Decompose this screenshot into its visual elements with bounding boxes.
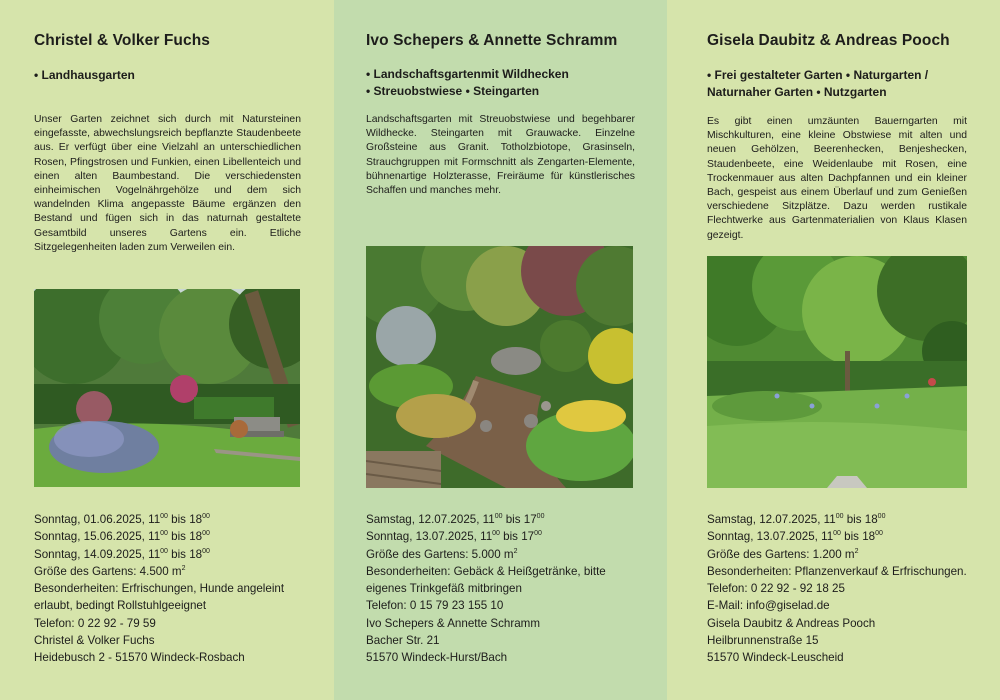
garden-description: Landschaftsgarten mit Streuobstwiese und begehbarer Wildhecke. Steingarten mit Grauwacke. Einzelne Großsteine aus Granit. Totholzbiotope, Grasinseln, Strauchgruppen mit Formschnitt als Zengarten-Elemente, bühnenartige Holzterasse, Freiräume für künstlerisches Schaffen und manches mehr. [366,114,635,197]
owner-line: Gisela Daubitz & Andreas Pooch [707,616,876,630]
garden-type: • Landschaftsgartenmit Wildhecken [366,67,569,81]
detail-line: eigenes Trinkgefäß mitbringen [366,582,522,596]
detail-line: Besonderheiten: Gebäck & Heißgetränke, bitte [366,564,606,578]
garden-column-schepers [334,0,667,700]
garden-size: Größe des Gartens: 4.500 $m^2$ [34,564,186,578]
visit-info [34,511,284,667]
garden-type: Naturnaher Garten • Nutzgarten [707,85,887,99]
garden-column-daubitz [667,0,1000,700]
owner-line: Ivo Schepers & Annette Schramm [366,616,540,630]
garden-type: • Streuobstwiese • Steingarten [366,84,540,98]
address-line: Heidebusch 2 - 51570 Windeck-Rosbach [34,651,245,665]
email-line: E-Mail: info@giselad.de [707,599,830,613]
garden-type-list [707,67,928,101]
garden-description: Es gibt einen umzäunten Bauerngarten mit Mischkulturen, eine kleine Obstwiese mit alten und neuen Gehölzen, Beerenhecken, Benjeshecken, Staudenbeete, eine Weidenlaube mit Rosen, eine Trockenmauer aus alten Dachpfannen und ein kleiner Bach, gespeist aus einem Überlauf und zum Genießen verschiedene Sitzplätze. Dazu werden rustikale Flechtwerke aus Gartenmaterialien von Klaus Klasen gezeigt. [707,116,967,241]
garden-column-fuchs [0,0,334,700]
garden-description: Unser Garten zeichnet sich durch mit Natursteinen eingefasste, abwechslungsreich bepflanzte Staudenbeete aus. Er verfügt über eine Vielzahl an unterschiedlichen Rosen, Pfingstrosen und Funkien, einen Libellenteich und einen alten Baumbestand. Die verschiedensten einheimischen Vogelnährgehölze und dem sich wandelnden Klima angepasste Bäume ergänzen den Bestand und fügen sich in das naturnah gestaltete Gesamtbild unseres Gartens ein. Etliche Sitzgelegenheiten laden zum Verweilen ein. [34,114,301,253]
garden-owner-name: Christel & Volker Fuchs [34,32,211,49]
garden-type-list [366,66,569,100]
garden-type-list [34,67,135,84]
address-line: Heilbrunnenstraße 15 [707,634,819,648]
garden-size: Größe des Gartens: 5.000 $m^2$ [366,547,518,561]
detail-line: erlaubt, bedingt Rollstuhlgeeignet [34,599,207,613]
garden-photo-landhausgarten [34,289,300,487]
garden-photo-naturgarten [707,256,967,488]
garden-type: • Frei gestalteter Garten • Naturgarten / [707,68,929,82]
address-line: Bacher Str. 21 [366,634,440,648]
opening-date: Sonntag, 13.07.2025, $11^{00}$ bis $17^{00}$ [366,530,542,544]
opening-date: Sonntag, 14.09.2025, $11^{00}$ bis $18^{00}$ [34,547,210,561]
address-line: 51570 Windeck-Leuscheid [707,651,844,665]
opening-date: Samstag, 12.07.2025, $11^{00}$ bis $17^{00}$ [366,513,545,526]
owner-line: Christel & Volker Fuchs [34,634,155,648]
detail-line: Besonderheiten: Erfrischungen, Hunde angeleint [34,582,285,596]
garden-photo-steingarten [366,246,633,488]
phone-line: Telefon: 0 15 79 23 155 10 [366,599,504,613]
visit-info [707,511,967,667]
opening-date: Samstag, 12.07.2025, $11^{00}$ bis $18^{00}$ [707,513,886,526]
garden-size: Größe des Gartens: 1.200 $m^2$ [707,547,859,561]
opening-date: Sonntag, 01.06.2025, $11^{00}$ bis $18^{00}$ [34,513,210,526]
visit-info [366,511,606,667]
opening-date: Sonntag, 15.06.2025, $11^{00}$ bis $18^{00}$ [34,530,210,544]
phone-line: Telefon: 0 22 92 - 92 18 25 [707,582,845,596]
detail-line: Besonderheiten: Pflanzenverkauf & Erfrischungen. [707,564,967,578]
garden-type: • Landhausgarten [34,68,135,82]
address-line: 51570 Windeck-Hurst/Bach [366,651,508,665]
garden-owner-name: Gisela Daubitz & Andreas Pooch [707,32,950,49]
phone-line: Telefon: 0 22 92 - 79 59 [34,616,156,630]
garden-owner-name: Ivo Schepers & Annette Schramm [366,32,618,49]
opening-date: Sonntag, 13.07.2025, $11^{00}$ bis $18^{00}$ [707,530,883,544]
